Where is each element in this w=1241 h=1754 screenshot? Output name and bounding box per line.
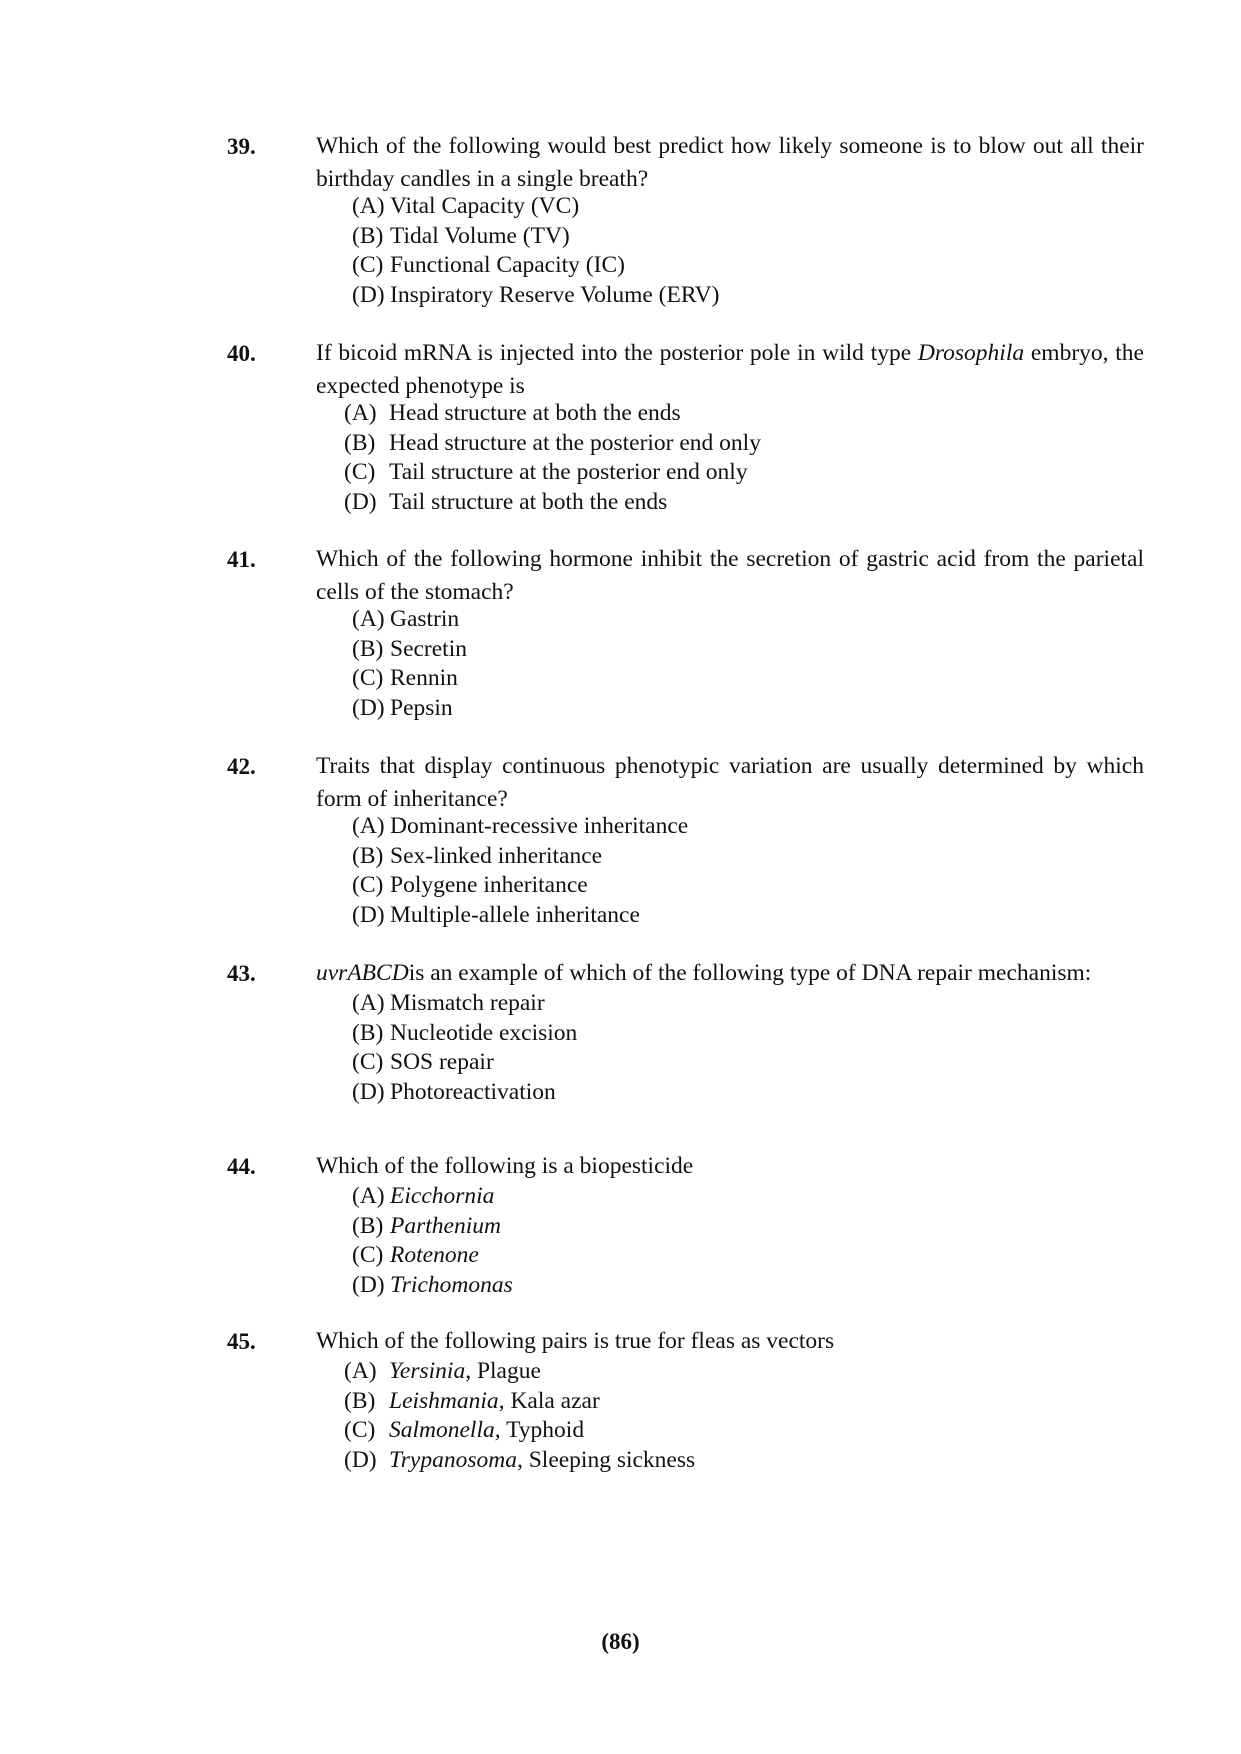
page-number: (86) [601,1629,640,1654]
option-text-segment: Dominant-recessive inheritance [390,813,689,839]
option-a [352,810,688,843]
option-text [389,1417,584,1443]
option-b [352,633,467,666]
option-text [390,223,570,249]
option-key: (C) [344,459,376,486]
option-key: (A) [352,606,385,632]
option-text [390,282,719,308]
option-text [390,1272,513,1298]
option-b [352,840,602,873]
option-key: (C) [352,665,384,692]
question-text [316,1325,1144,1358]
question-text [316,750,1144,816]
question-number: 42. [227,754,256,779]
question-number: 40. [227,341,256,366]
option-key: (C) [344,1417,376,1444]
question-text-segment: Which of the following would best predict how likely someone is to blow out all their birthday candles in a single breath? [316,133,1144,192]
option-a [352,190,579,223]
option-text-segment: Salmonella, [389,1417,501,1444]
option-key: (A) [352,1183,385,1209]
option-d [344,1444,695,1477]
option-text-segment: Leishmania, [389,1387,505,1414]
option-text [389,1358,541,1384]
option-text [390,606,459,632]
question-text [316,1150,1144,1183]
option-text-segment: Secretin [390,635,467,662]
option-d [352,279,719,312]
option-text-segment: Parthenium [390,1212,501,1239]
option-key: (D) [352,902,385,929]
question-number: 43. [227,961,256,986]
option-c [352,662,458,695]
option-text [390,1020,577,1046]
option-text-segment: Typhoid [500,1417,585,1444]
option-text [390,1213,501,1239]
option-text-segment: Sleeping sickness [522,1447,696,1474]
question-number: 39. [227,134,256,159]
option-b [344,427,761,460]
option-text-segment: Tidal Volume (TV) [390,222,570,249]
option-key: (A) [352,990,385,1016]
option-text-segment: Trichomonas [390,1272,513,1299]
option-text [390,193,579,219]
option-text-segment: Inspiratory Reserve Volume (ERV) [390,282,720,309]
option-a [344,1355,541,1388]
question-text [316,957,1144,990]
option-key: (C) [352,872,384,899]
question-text-segment: Which of the following pairs is true for fleas as vectors [316,1328,835,1354]
option-key: (D) [352,695,385,722]
option-a [352,603,459,636]
option-text [389,400,681,426]
option-text [390,665,458,691]
option-text [390,902,640,928]
option-key: (D) [352,1079,385,1106]
option-key: (D) [352,1272,385,1299]
option-text-segment: Sex-linked inheritance [390,842,603,869]
option-text-segment: SOS repair [390,1049,494,1076]
option-text-segment: Vital Capacity (VC) [390,193,580,219]
option-key: (A) [344,1358,377,1384]
question-text-segment: Drosophila [917,340,1025,366]
option-text [390,252,625,278]
question-text-segment: embryo, the expected phenotype is [316,340,1144,399]
option-text-segment: Head structure at both the ends [389,400,681,426]
option-d [352,899,640,932]
option-text [390,695,453,721]
option-text [389,1388,600,1414]
option-text [389,430,761,456]
option-text [390,1049,494,1075]
option-text-segment: Pepsin [390,695,453,722]
option-text-segment: , Plague [465,1358,541,1384]
option-b [352,220,570,253]
option-text [390,1079,556,1105]
option-text [389,489,667,515]
option-key: (D) [344,1447,377,1474]
option-text-segment: Eicchornia [390,1183,495,1209]
option-c [344,1414,584,1447]
option-text [390,636,467,662]
option-key: (C) [352,1242,384,1269]
option-text [390,1242,479,1268]
question-text-segment: Traits that display continuous phenotypic variation are usually determined by which form of inheritance? [316,753,1144,812]
question-text-segment: uvrABCD [316,960,409,986]
option-text-segment: Multiple-allele inheritance [390,902,640,929]
option-key: (B) [344,429,376,456]
option-text [390,1183,494,1209]
question-number: 41. [227,547,256,572]
option-text-segment: Kala azar [504,1387,600,1414]
question-number: 44. [227,1154,256,1179]
option-text [390,813,688,839]
option-key: (B) [352,1019,384,1046]
option-c [352,1239,479,1272]
option-c [352,1046,494,1079]
option-text-segment: Tail structure at both the ends [389,489,668,516]
option-b [344,1385,600,1418]
option-text-segment: Photoreactivation [390,1079,556,1106]
option-text [389,459,748,485]
option-d [352,1076,556,1109]
option-key: (B) [352,842,384,869]
option-d [352,692,453,725]
question-number: 45. [227,1329,256,1354]
question-text-segment: Which of the following hormone inhibit the secretion of gastric acid from the parietal cells of the stomach? [316,546,1144,605]
option-key: (D) [344,489,377,516]
option-key: (B) [352,1212,384,1239]
question-text-segment: If bicoid mRNA is injected into the posterior pole in wild type [316,340,918,366]
option-c [352,869,588,902]
question-text-segment: is an example of which of the following type of DNA repair mechanism: [408,960,1092,986]
option-text-segment: Tail structure at the posterior end only [389,459,748,486]
question-text-segment: Which of the following is a biopesticide [316,1153,694,1179]
option-text-segment: Yersinia [389,1358,466,1384]
option-text-segment: Trypanosoma, [389,1447,523,1474]
option-text-segment: Mismatch repair [390,990,545,1016]
option-key: (C) [352,1049,384,1076]
option-text [389,1447,695,1473]
option-key: (A) [352,193,385,219]
question-text [316,543,1144,609]
option-c [352,249,625,282]
question-text [316,337,1144,403]
option-text-segment: Head structure at the posterior end only [389,429,761,456]
option-text [390,872,588,898]
option-b [352,1210,501,1243]
option-text [390,990,545,1016]
option-b [352,1017,577,1050]
option-text-segment: Functional Capacity (IC) [390,252,625,279]
option-d [352,1269,513,1302]
option-a [352,987,545,1020]
option-key: (B) [352,635,384,662]
option-text-segment: Polygene inheritance [390,872,588,899]
option-key: (B) [352,222,384,249]
option-c [344,456,748,489]
option-key: (C) [352,252,384,279]
option-key: (A) [352,813,385,839]
option-d [344,486,667,519]
option-key: (D) [352,282,385,309]
option-text-segment: Rennin [390,665,458,692]
option-text-segment: Nucleotide excision [390,1019,578,1046]
option-text-segment: Gastrin [390,606,460,632]
option-key: (A) [344,400,377,426]
option-text [390,843,602,869]
option-a [344,397,681,430]
option-a [352,1180,494,1213]
question-text [316,130,1144,196]
option-key: (B) [344,1387,376,1414]
option-text-segment: Rotenone [390,1242,479,1269]
